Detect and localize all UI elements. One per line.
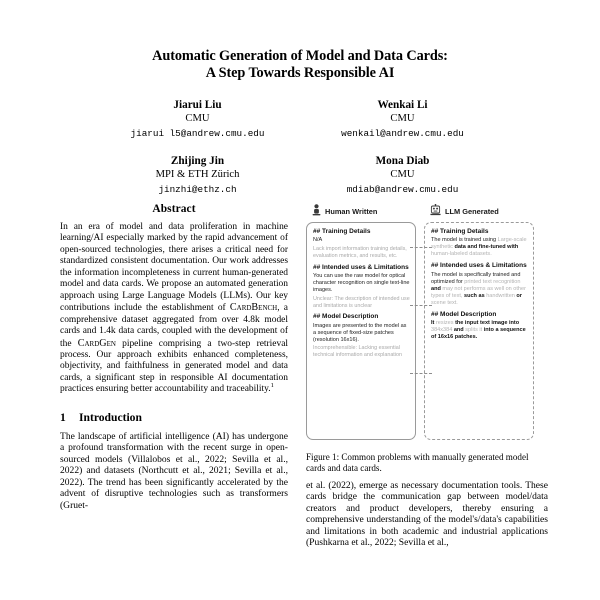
- connector-training-details: [410, 247, 432, 248]
- author-affiliation: CMU: [185, 113, 210, 124]
- author-affiliation: CMU: [390, 169, 415, 180]
- author-list: [0, 98, 600, 197]
- text-run: resizes: [435, 320, 456, 327]
- card-section-heading: ## Model Description: [313, 313, 379, 321]
- author-block: [300, 154, 505, 197]
- figure-card-row: [306, 203, 548, 440]
- text-run: and: [431, 285, 443, 292]
- author-name: Mona Diab: [375, 155, 430, 167]
- person-icon: [312, 203, 321, 221]
- text-run: into a sequence of 16x16 patches.: [431, 327, 526, 341]
- connector-model-description: [410, 373, 432, 374]
- card-section-body: N/A: [313, 237, 323, 244]
- text-run: may not performs as well on other types of text,: [431, 285, 526, 299]
- text-run: The model is specifically trained and optimized for: [431, 271, 521, 285]
- text-run: printed text recognition: [464, 278, 521, 285]
- cardbench-smallcaps: CardBench: [229, 302, 278, 314]
- author-block: [95, 154, 300, 197]
- author-row: [0, 154, 600, 197]
- title-block: [0, 0, 600, 197]
- intro-paragraph-left: The landscape of artificial intelligence (AI) has undergone a profound transformation with the recent surge in open-sourced models (Villalobos et al., 2022; Sevilla et al., 2022) and datasets (Northcutt et al., 2021; Sevilla et al., 2022). The trend has been significantly accelerated by the advent of disruptive technologies such as transformers (Gruet-: [60, 430, 288, 511]
- text-run: and: [453, 327, 466, 334]
- author-block: [300, 98, 505, 141]
- title-line-1: Automatic Generation of Model and Data Cards:: [152, 48, 448, 64]
- card-section-heading: ## Training Details: [313, 228, 371, 235]
- text-run: 384x384: [431, 327, 454, 334]
- body-columns: [0, 203, 600, 549]
- text-run: The model is trained using: [431, 237, 498, 244]
- human-written-label: Human Written: [325, 207, 378, 216]
- text-run: It: [431, 320, 436, 327]
- author-email: mdiab@andrew.cmu.edu: [346, 184, 459, 195]
- card-section-body: Images are presented to the model as a sequence of fixed-size patches (resolution 16x16).: [313, 322, 407, 343]
- human-written-column: [306, 203, 416, 440]
- page-title: [0, 48, 600, 82]
- text-run: handwritten: [486, 292, 517, 299]
- card-section-note: Lack import information training details, evaluation metrics, and results, etc.: [313, 245, 407, 259]
- robot-icon: [430, 203, 441, 221]
- text-run: Large-scale synthetic: [431, 237, 527, 251]
- text-run: the input text image into: [455, 320, 520, 327]
- connector-intended-uses: [410, 305, 432, 306]
- card-section-body: [431, 237, 528, 258]
- card-section-note: Unclear: The description of intended use and limitations is unclear: [313, 295, 410, 309]
- author-row: [0, 98, 600, 141]
- author-affiliation: CMU: [390, 113, 415, 124]
- author-name: Zhijing Jin: [170, 155, 225, 167]
- abstract-part-3: pipeline comprising a two-step retrieval process. Our approach exhibits enhanced completeness, objectivity, and faithfulness in generated model and data cards, a significant step in responsible AI documentation practices ensuring better accountability and traceability.: [60, 338, 289, 395]
- llm-generated-header: [424, 203, 534, 220]
- text-run: such as: [464, 292, 487, 299]
- text-run: splits it: [465, 327, 484, 334]
- human-written-card: [306, 222, 416, 440]
- text-run: data and fine-tuned with: [454, 244, 519, 251]
- section-number: 1: [60, 410, 66, 424]
- card-section-heading: ## Intended uses & Limitations: [431, 262, 527, 270]
- text-run: or: [516, 292, 522, 299]
- section-title: Introduction: [79, 410, 142, 424]
- card-section-heading: ## Model Description: [431, 310, 497, 318]
- intro-paragraph-right: et al. (2022), emerge as necessary documentation tools. These cards bridge the communication gap between model/data creators and product developers, thereby ensuring a comprehensive understanding of the model's/data's capabilities and limitations in both academic and industrial applications (Pushkarna et al., 2022; Sevilla et al.,: [306, 480, 548, 549]
- figure-caption: Figure 1: Common problems with manually generated model cards and data cards.: [306, 452, 529, 473]
- human-written-header: [306, 203, 416, 220]
- author-name: Wenkai Li: [377, 99, 428, 111]
- author-email: jiarui l5@andrew.cmu.edu: [130, 128, 265, 139]
- abstract-text: [60, 222, 288, 396]
- figure-1: [306, 203, 548, 474]
- card-section-body: [431, 272, 528, 307]
- author-affiliation: MPI & ETH Zürich: [155, 169, 240, 180]
- text-run: human-labeled datasets.: [431, 251, 492, 258]
- author-block: [95, 98, 300, 141]
- author-email: jinzhi@ethz.ch: [158, 184, 237, 195]
- footnote-marker: 1: [270, 382, 274, 390]
- card-section-heading: ## Training Details: [431, 228, 489, 235]
- card-section-note: Incomprehensible: Lacking essential technical information and explanation: [313, 345, 403, 359]
- section-heading-introduction: [60, 411, 288, 424]
- abstract-part-1: In an era of model and data proliferation in machine learning/AI especially marked by the rapid advancement of open-sourced technologies, there arises a critical need for standardized consistent documentation. Our work addresses the information incompleteness in current human-generated model and data cards. We propose an automated generation approach using Large Language Models (LLMs). Our key contributions include the establishment of: [60, 222, 288, 314]
- author-name: Jiarui Liu: [173, 99, 222, 111]
- card-section-body: You can use the raw model for optical character recognition on single text-line images.: [313, 273, 410, 294]
- cardgen-smallcaps: CardGen: [77, 337, 116, 349]
- title-line-2: A Step Towards Responsible AI: [205, 65, 395, 81]
- left-column: [0, 203, 300, 549]
- right-column: [300, 203, 600, 549]
- author-email: wenkail@andrew.cmu.edu: [341, 128, 464, 139]
- llm-generated-card: [424, 222, 534, 440]
- card-section-body: [431, 320, 528, 341]
- card-section-heading: ## Intended uses & Limitations: [313, 263, 409, 271]
- abstract-heading: Abstract: [152, 203, 196, 215]
- abstract-part-2: , a comprehensive dataset aggregated from over 4.8k model cards and 1.4k data cards, coupled with the development of the: [60, 303, 288, 349]
- llm-generated-label: LLM Generated: [445, 207, 499, 216]
- text-run: scene text.: [431, 299, 458, 306]
- llm-generated-column: [424, 203, 534, 440]
